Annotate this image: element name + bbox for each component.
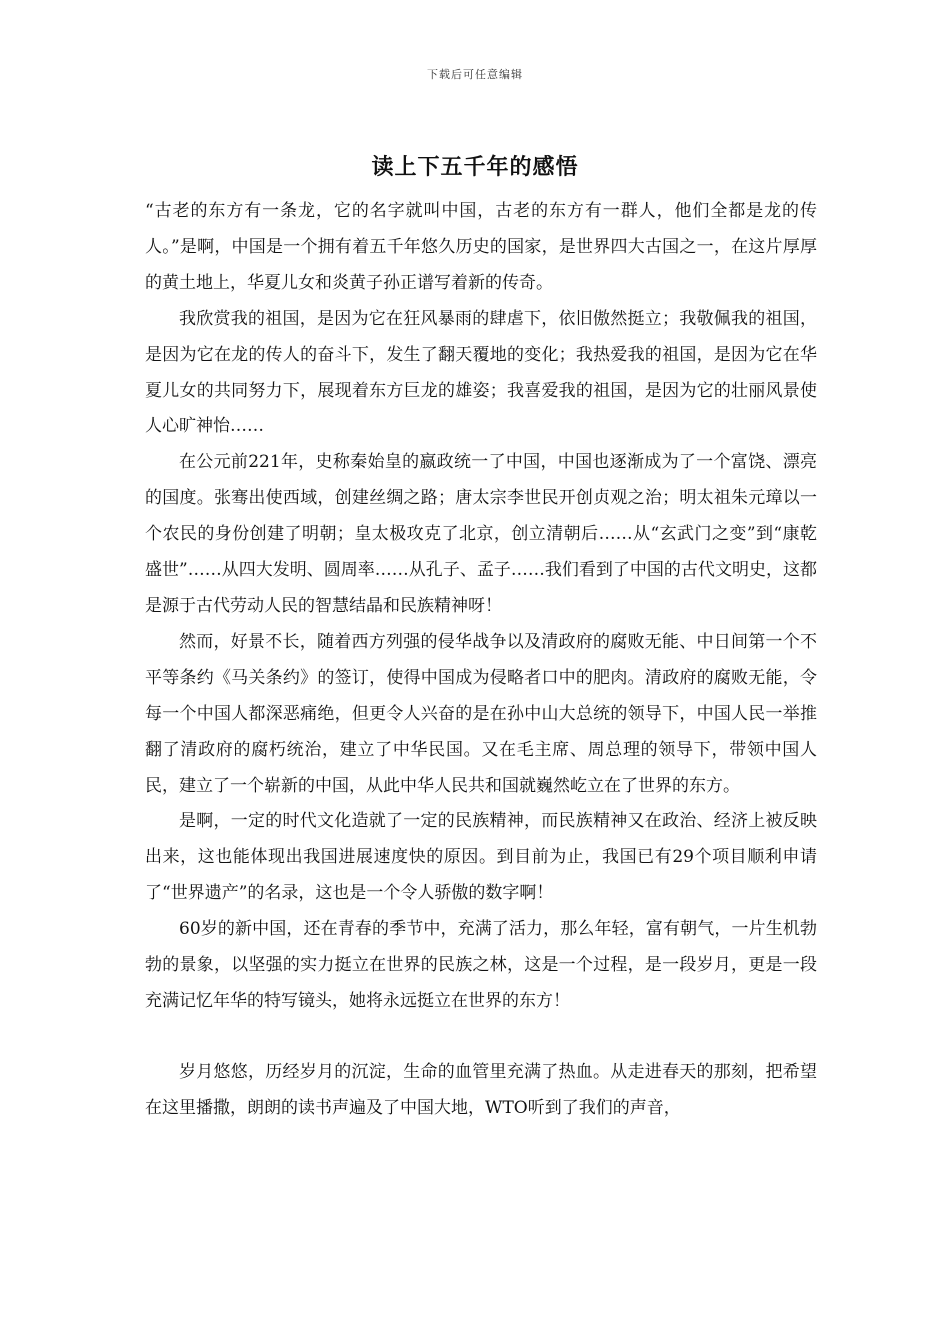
paragraph-4: 然而，好景不长，随着西方列强的侵华战争以及清政府的腐败无能、中日间第一个不平等条约《马关条约》的签订，使得中国成为侵略者口中的肥肉。清政府的腐败无能，令每一个中国人都深恶痛绝，但更令人兴奋的是在孙中山大总统的领导下，中国人民一举推翻了清政府的腐朽统治，建立了中华民国。又在毛主席、周总理的领导下，带领中国人民，建立了一个崭新的中国，从此中华人民共和国就巍然屹立在了世界的东方。 xyxy=(145,631,817,796)
document-title: 读上下五千年的感悟 xyxy=(371,155,579,180)
paragraph-6: 60岁的新中国，还在青春的季节中，充满了活力，那么年轻，富有朝气，一片生机勃勃的景象，以坚强的实力挺立在世界的民族之林，这是一个过程，是一段岁月，更是一段充满记忆年华的特写镜头，她将永远挺立在世界的东方！ xyxy=(145,919,817,1011)
paragraph-7: 岁月悠悠，历经岁月的沉淀，生命的血管里充满了热血。从走进春天的那刻，把希望在这里播撒，朗朗的读书声遍及了中国大地，WTO听到了我们的声音， xyxy=(145,1061,817,1118)
paragraph-1: “古老的东方有一条龙，它的名字就叫中国，古老的东方有一群人，他们全都是龙的传人。”是啊，中国是一个拥有着五千年悠久历史的国家，是世界四大古国之一，在这片厚厚的黄土地上，华夏儿女和炎黄子孙正谱写着新的传奇。 xyxy=(145,201,817,293)
paragraph-2: 我欣赏我的祖国，是因为它在狂风暴雨的肆虐下，依旧傲然挺立；我敬佩我的祖国，是因为它在龙的传人的奋斗下，发生了翻天覆地的变化；我热爱我的祖国，是因为它在华夏儿女的共同努力下，展现着东方巨龙的雄姿；我喜爱我的祖国，是因为它的壮丽风景使人心旷神怡…… xyxy=(145,308,817,437)
paragraph-3: 在公元前221年，史称秦始皇的嬴政统一了中国，中国也逐渐成为了一个富饶、漂亮的国度。张骞出使西域，创建丝绸之路；唐太宗李世民开创贞观之治；明太祖朱元璋以一个农民的身份创建了明朝；皇太极攻克了北京，创立清朝后……从“玄武门之变”到“康乾盛世”……从四大发明、圆周率……从孔子、孟子……我们看到了中国的古代文明史，这都是源于古代劳动人民的智慧结晶和民族精神呀！ xyxy=(145,452,817,616)
paragraph-5: 是啊，一定的时代文化造就了一定的民族精神，而民族精神又在政治、经济上被反映出来，这也能体现出我国进展速度快的原因。到目前为止，我国已有29个项目顺利申请了“世界遗产”的名录，这也是一个令人骄傲的数字啊！ xyxy=(145,811,817,904)
header-note: 下载后可任意编辑 xyxy=(427,68,523,81)
document-body xyxy=(145,194,817,1127)
